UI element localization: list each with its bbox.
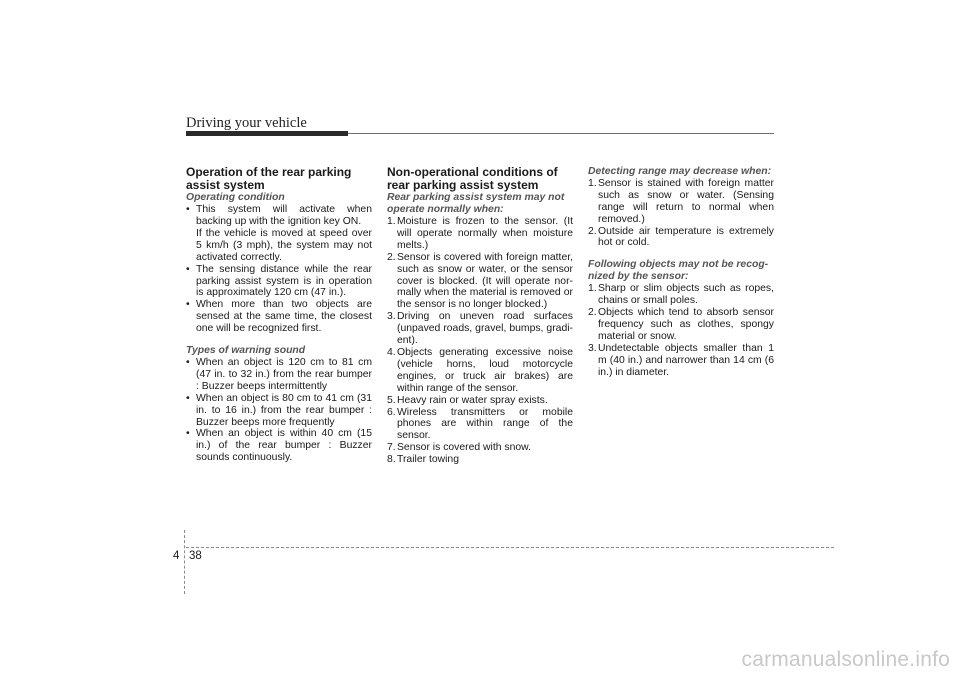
list-item <box>588 307 774 343</box>
number-marker: 1. <box>588 283 597 295</box>
number-marker: 8. <box>387 454 396 466</box>
list-item <box>186 299 372 335</box>
list-item <box>588 283 774 307</box>
subheading-warning-sound: Types of warning sound <box>186 345 306 357</box>
list-item <box>387 442 573 454</box>
list-item-text: Trailer towing <box>397 454 459 466</box>
section-title: Non-operational conditions of rear parking assist system <box>387 165 558 192</box>
bullet-marker: • <box>186 428 190 440</box>
list-item <box>588 343 774 379</box>
chapter-number: 4 <box>173 550 180 562</box>
list-item-text: Sensor is stained with foreign matter such as snow or water. (Sensing range will return to normal when removed.) <box>598 177 774 225</box>
number-marker: 7. <box>387 442 396 454</box>
list-item-text: Driving on uneven road surfaces (unpaved roads, gravel, bumps, gradi-ent). <box>397 311 573 347</box>
list-item-text: When more than two objects are sensed at the same time, the closest one will be recognized first. <box>196 299 372 335</box>
list-item <box>186 393 372 429</box>
list-item-text: Wireless transmitters or mobile phones are within range of the sensor. <box>397 406 573 442</box>
detecting-range-list <box>588 178 774 249</box>
list-item <box>186 357 372 393</box>
column-middle <box>387 166 573 466</box>
list-item-text: When an object is 80 cm to 41 cm (31 in. to 16 in.) from the rear bumper : Buzzer beeps more frequently <box>196 392 372 428</box>
list-item-text: Moisture is frozen to the sensor. (It will operate normally when moisture melts.) <box>397 216 573 251</box>
subheading-detecting-range: Detecting range may decrease when: <box>588 166 772 177</box>
header-title: Driving your vehicle <box>186 115 307 131</box>
list-item <box>186 264 372 300</box>
list-item <box>387 454 573 466</box>
number-marker: 3. <box>387 311 396 323</box>
number-marker: 1. <box>387 216 396 227</box>
footer-divider <box>184 530 185 594</box>
number-marker: 2. <box>588 225 597 237</box>
number-marker: 3. <box>588 342 597 354</box>
list-item-text: When an object is 120 cm to 81 cm (47 in. to 32 in.) from the rear bumper : Buzzer beeps intermittently <box>196 356 372 392</box>
list-item <box>387 252 573 312</box>
list-item <box>588 226 774 250</box>
list-item-text: Sensor is covered with snow. <box>397 442 531 454</box>
number-marker: 1. <box>588 177 597 189</box>
unrecognized-objects-list <box>588 283 774 378</box>
list-item-text: This system will activate when backing up with the ignition key ON. <box>196 204 372 227</box>
list-item-text: The sensing distance while the rear parking assist system is in operation is approximately 120 cm (47 in.). <box>196 263 372 299</box>
number-marker: 2. <box>387 251 396 263</box>
number-marker: 6. <box>387 406 396 418</box>
list-item-text: Undetectable objects smaller than 1 m (40 in.) and narrower than 14 cm (6 in.) in diameter. <box>598 342 774 378</box>
list-item <box>588 178 774 226</box>
non-operational-list <box>387 216 573 466</box>
list-item <box>387 407 573 443</box>
page-number: 38 <box>189 550 202 562</box>
bullet-marker: • <box>186 392 190 404</box>
operating-condition-list <box>186 204 372 335</box>
list-item-text: Outside air temperature is extremely hot or cold. <box>598 225 774 249</box>
list-item <box>387 216 573 252</box>
list-item <box>387 311 573 347</box>
list-item <box>186 428 372 464</box>
subheading-not-operate: Rear parking assist system may not operate normally when: <box>387 192 565 216</box>
list-item-text: Objects which tend to absorb sensor frequency such as clothes, spongy material or snow. <box>598 306 774 342</box>
list-item-text: Sensor is covered with foreign matter, such as snow or water, or the sensor cover is blocked. (It will operate nor-mally when the material is removed or the sensor is no longer blocked.) <box>397 251 573 311</box>
list-item <box>387 347 573 395</box>
footer-rule <box>186 547 834 548</box>
list-item-text: Sharp or slim objects such as ropes, chains or small poles. <box>598 283 774 307</box>
bullet-marker: • <box>186 263 190 275</box>
bullet-marker: • <box>186 356 190 368</box>
list-item-text: When an object is within 40 cm (15 in.) of the rear bumper : Buzzer sounds continuously. <box>196 428 372 464</box>
header-tab <box>186 131 348 136</box>
number-marker: 2. <box>588 306 597 318</box>
section-title: Operation of the rear parking assist system <box>186 165 352 192</box>
column-left <box>186 166 372 464</box>
list-item-text: Objects generating excessive noise (vehicle horns, loud motorcycle engines, or truck air brakes) are within range of the sensor. <box>397 346 573 394</box>
list-item-text: Heavy rain or water spray exists. <box>397 394 548 406</box>
number-marker: 5. <box>387 394 396 406</box>
list-item-extra-text: If the vehicle is moved at speed over 5 km/h (3 mph), the system may not activated correctly. <box>196 227 372 263</box>
subheading-unrecognized-objects: Following objects may not be recog-nized by the sensor: <box>588 259 769 283</box>
column-right <box>588 166 774 378</box>
warning-sound-list <box>186 357 372 464</box>
bullet-marker: • <box>186 299 190 311</box>
subheading-operating-condition: Operating condition <box>186 192 285 204</box>
bullet-marker: • <box>186 204 190 216</box>
list-item <box>387 395 573 407</box>
watermark: carmanualsonline.info <box>741 648 950 671</box>
list-item <box>186 204 372 264</box>
number-marker: 4. <box>387 346 396 358</box>
